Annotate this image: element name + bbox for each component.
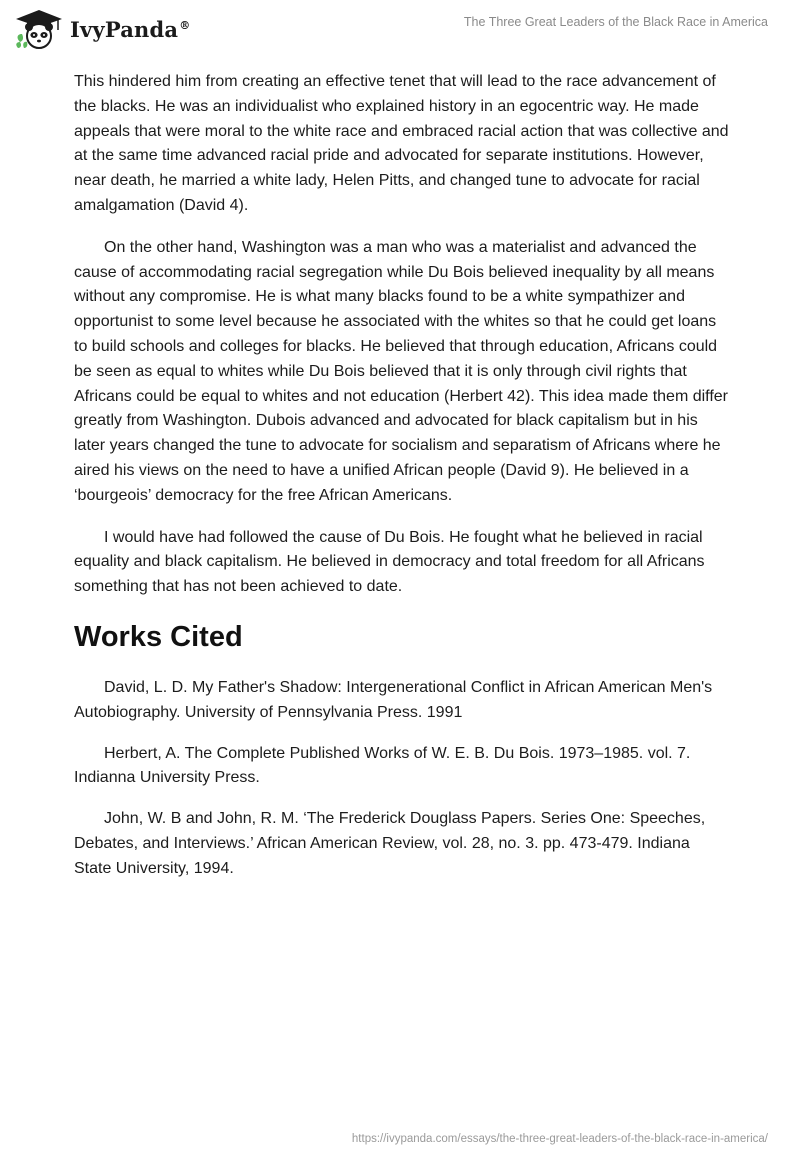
citation-entry: Herbert, A. The Complete Published Works of W. E. B. Du Bois. 1973–1985. vol. 7. Indianna University Press. xyxy=(74,744,691,787)
essay-content xyxy=(74,70,729,898)
works-cited-heading: Works Cited xyxy=(74,620,243,653)
panda-graduate-icon xyxy=(14,8,64,50)
body-paragraph: I would have had followed the cause of Du Bois. He fought what he believed in racial equality and black capitalism. He believed in democracy and total freedom for all Africans something that has not been achieved to date. xyxy=(74,528,705,596)
body-paragraph: On the other hand, Washington was a man who was a materialist and advanced the cause of accommodating racial segregation while Du Bois believed inequality by all means without any compromise. He is what many blacks found to be a white sympathizer and opportunist to some level because he associated with the whites so that he could get loans to build schools and colleges for blacks. He believed that through education, Africans could be seen as equal to whites while Du Bois believed that it is only through civil rights that Africans could be equal to whites and not education (Herbert 42). This idea made them differ greatly from Washington. Dubois advanced and advocated for black capitalism but in his later years changed the tune to advocate for socialism and separatism of Africans where he aired his views on the need to have a unified African people (David 9). He believed in a ‘bourgeois’ democracy for the free African Americans. xyxy=(74,238,729,504)
body-paragraph: This hindered him from creating an effective tenet that will lead to the race advancement of the blacks. He was an individualist who explained history in an egocentric way. He made appeals that were moral to the white race and embraced racial action that was collective and at the same time advanced racial pride and advocated for separate institutions. However, near death, he married a white lady, Helen Pitts, and changed tune to advocate for racial amalgamation (David 4). xyxy=(74,73,729,214)
citation-entry: David, L. D. My Father's Shadow: Intergenerational Conflict in African American Men's Autobiography. University of Pennsylvania Press. 1991 xyxy=(74,678,713,721)
page-header xyxy=(0,0,800,60)
document-title: The Three Great Leaders of the Black Race in America xyxy=(463,15,768,29)
source-url[interactable]: https://ivypanda.com/essays/the-three-great-leaders-of-the-black-race-in-america/ xyxy=(351,1133,768,1145)
ivypanda-logo[interactable] xyxy=(14,8,190,50)
logo-wordmark: IvyPanda® xyxy=(70,16,191,42)
citation-entry: John, W. B and John, R. M. ‘The Frederick Douglass Papers. Series One: Speeches, Debates, and Interviews.’ African American Review, vol. 28, no. 3. pp. 473-479. Indiana State University, 1994. xyxy=(74,810,706,877)
